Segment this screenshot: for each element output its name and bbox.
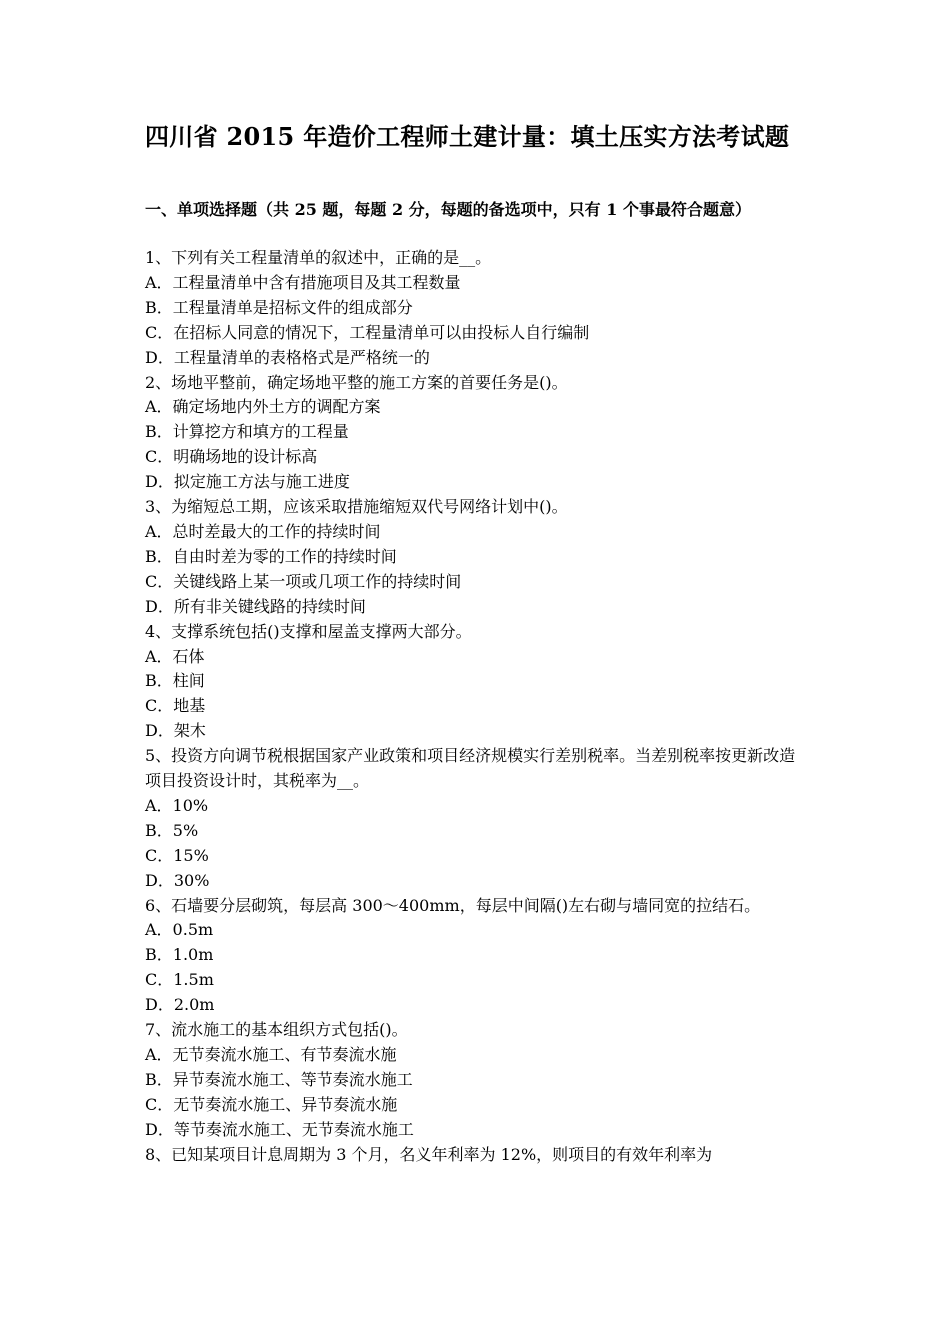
option-b: B．1.0m bbox=[145, 945, 214, 965]
question-stem: 3、为缩短总工期，应该采取措施缩短双代号网络计划中()。 bbox=[145, 497, 568, 517]
question-4 bbox=[145, 620, 810, 745]
section-heading: 一、单项选择题（共 25 题，每题 2 分，每题的备选项中，只有 1 个事最符合题意） bbox=[145, 200, 751, 219]
option-a: A．确定场地内外土方的调配方案 bbox=[145, 397, 381, 417]
question-list bbox=[145, 246, 810, 1168]
option-a: A．总时差最大的工作的持续时间 bbox=[145, 521, 381, 541]
option-c: C．关键线路上某一项或几项工作的持续时间 bbox=[145, 571, 462, 591]
question-7 bbox=[145, 1018, 810, 1143]
question-stem: 4、支撑系统包括()支撑和屋盖支撑两大部分。 bbox=[145, 621, 472, 641]
option-d: D．2.0m bbox=[145, 995, 215, 1015]
question-1 bbox=[145, 246, 810, 371]
question-2 bbox=[145, 371, 810, 496]
question-stem: 2、场地平整前，确定场地平整的施工方案的首要任务是()。 bbox=[145, 372, 568, 392]
option-b: B．5% bbox=[145, 820, 199, 840]
question-stem: 7、流水施工的基本组织方式包括()。 bbox=[145, 1020, 408, 1040]
option-a: A．0.5m bbox=[145, 920, 214, 940]
option-c: C．在招标人同意的情况下，工程量清单可以由投标人自行编制 bbox=[145, 322, 590, 342]
question-stem: 1、下列有关工程量清单的叙述中，正确的是__。 bbox=[145, 248, 492, 267]
question-3 bbox=[145, 495, 810, 620]
question-stem: 5、投资方向调节税根据国家产业政策和项目经济规模实行差别税率。当差别税率按更新改造项目投资设计时，其税率为__。 bbox=[145, 746, 796, 791]
question-stem: 8、已知某项目计息周期为 3 个月，名义年利率为 12%，则项目的有效年利率为 bbox=[145, 1144, 713, 1164]
question-5 bbox=[145, 744, 810, 893]
option-d: D．工程量清单的表格格式是严格统一的 bbox=[145, 347, 430, 367]
option-b: B．柱间 bbox=[145, 671, 205, 691]
option-d: D．等节奏流水施工、无节奏流水施工 bbox=[145, 1119, 414, 1139]
option-d: D．拟定施工方法与施工进度 bbox=[145, 472, 350, 492]
option-a: A．无节奏流水施工、有节奏流水施 bbox=[145, 1045, 397, 1064]
option-a: A．10% bbox=[145, 795, 209, 815]
option-d: D．架木 bbox=[145, 721, 206, 741]
question-stem: 6、石墙要分层砌筑，每层高 300～400mm，每层中间隔()左右砌与墙同宽的拉结石。 bbox=[145, 895, 761, 915]
option-b: B．工程量清单是招标文件的组成部分 bbox=[145, 297, 413, 317]
question-8 bbox=[145, 1143, 810, 1168]
document-title: 四川省 2015 年造价工程师土建计量：填土压实方法考试题 bbox=[145, 122, 790, 151]
option-b: B．异节奏流水施工、等节奏流水施工 bbox=[145, 1069, 413, 1089]
option-c: C．1.5m bbox=[145, 970, 214, 990]
option-c: C．15% bbox=[145, 845, 209, 865]
option-d: D．所有非关键线路的持续时间 bbox=[145, 596, 366, 616]
option-b: B．自由时差为零的工作的持续时间 bbox=[145, 546, 397, 566]
option-a: A．石体 bbox=[145, 646, 205, 666]
option-c: C．明确场地的设计标高 bbox=[145, 447, 318, 467]
option-c: C．无节奏流水施工、异节奏流水施 bbox=[145, 1094, 398, 1114]
option-c: C．地基 bbox=[145, 696, 206, 716]
option-a: A．工程量清单中含有措施项目及其工程数量 bbox=[145, 272, 461, 292]
question-6 bbox=[145, 894, 810, 1019]
option-d: D．30% bbox=[145, 870, 210, 890]
option-b: B．计算挖方和填方的工程量 bbox=[145, 422, 349, 442]
